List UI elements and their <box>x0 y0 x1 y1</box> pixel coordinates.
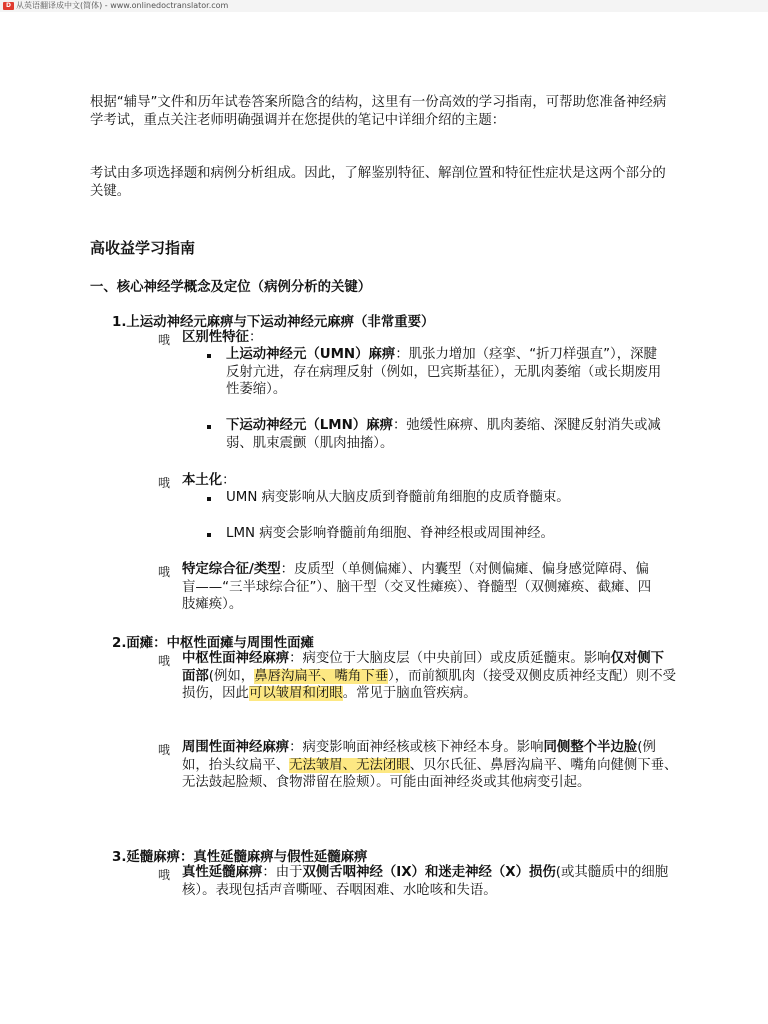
item-3-title: 3.延髓麻痹：真性延髓麻痹与假性延髓麻痹 <box>112 850 368 865</box>
translator-banner <box>0 0 768 12</box>
square-bullet-icon <box>207 425 211 429</box>
syndrome-paragraph: 特定综合征/类型：皮质型（单侧偏瘫）、内囊型（对侧偏瘫、偏身感觉障碍、偏盲——“三半球综合征”）、脑干型（交叉性瘫痪）、脊髓型（双侧瘫痪、截瘫、四肢瘫痪）。 <box>182 562 652 612</box>
item-1-title: 1.上运动神经元麻痹与下运动神经元麻痹（非常重要） <box>112 315 435 330</box>
sub-bullet-glyph: 哦 <box>158 868 171 882</box>
sub-bullet-glyph: 哦 <box>158 333 171 347</box>
sub-bullet-glyph: 哦 <box>158 743 171 757</box>
localization-umn: UMN 病变影响从大脑皮质到脊髓前角细胞的皮质脊髓束。 <box>226 490 570 505</box>
square-bullet-icon <box>207 533 211 537</box>
translator-logo-icon: D <box>3 2 14 10</box>
intro-paragraph-1: 根据“辅导”文件和历年试卷答案所隐含的结构，这里有一份高效的学习指南，可帮助您准备神经病学考试，重点关注老师明确强调并在您提供的笔记中详细介绍的主题： <box>90 95 667 128</box>
sub-bullet-glyph: 哦 <box>158 565 171 579</box>
lmn-paragraph: 下运动神经元（LMN）麻痹：弛缓性麻痹、肌肉萎缩、深腱反射消失或减弱、肌束震颤（肌肉抽搐）。 <box>226 418 661 451</box>
square-bullet-icon <box>207 497 211 501</box>
section-1-title: 一、核心神经学概念及定位（病例分析的关键） <box>90 280 372 295</box>
translator-banner-text: 从英语翻译成中文(简体) - www.onlinedoctranslator.com <box>16 1 229 10</box>
diff-features-heading: 区别性特征： <box>182 330 263 345</box>
sub-bullet-glyph: 哦 <box>158 654 171 668</box>
localization-lmn: LMN 病变会影响脊髓前角细胞、脊神经根或周围神经。 <box>226 526 554 541</box>
intro-paragraph-2: 考试由多项选择题和病例分析组成。因此，了解鉴别特征、解剖位置和特征性症状是这两个部分的关键。 <box>90 166 666 199</box>
guide-title: 高收益学习指南 <box>90 239 196 257</box>
item-2-title: 2.面瘫：中枢性面瘫与周围性面瘫 <box>112 636 314 651</box>
localization-heading: 本土化： <box>182 473 236 488</box>
peripheral-facial-palsy-paragraph: 周围性面神经麻痹：病变影响面神经核或核下神经本身。影响同侧整个半边脸(例如，抬头纹扁平、无法皱眉、无法闭眼、贝尔氏征、鼻唇沟扁平、嘴角向健侧下垂、无法鼓起脸颊、食物滞留在脸颊）。可能由面神经炎或其他病变引起。 <box>182 740 678 790</box>
central-facial-palsy-paragraph: 中枢性面神经麻痹：病变位于大脑皮层（中央前回）或皮质延髓束。影响仅对侧下面部(例如，鼻唇沟扁平、嘴角下垂），而前额肌肉（接受双侧皮质神经支配）则不受损伤，因此可以皱眉和闭眼。常见于脑血管疾病。 <box>182 651 676 701</box>
sub-bullet-glyph: 哦 <box>158 476 171 490</box>
umn-paragraph: 上运动神经元（UMN）麻痹：肌张力增加（痉挛、“折刀样强直”），深腱反射亢进，存在病理反射（例如，巴宾斯基征），无肌肉萎缩（或长期废用性萎缩）。 <box>226 347 662 397</box>
true-bulbar-palsy-paragraph: 真性延髓麻痹：由于双侧舌咽神经（IX）和迷走神经（X）损伤(或其髓质中的细胞核）。表现包括声音嘶哑、吞咽困难、水呛咳和失语。 <box>182 865 669 898</box>
square-bullet-icon <box>207 354 211 358</box>
